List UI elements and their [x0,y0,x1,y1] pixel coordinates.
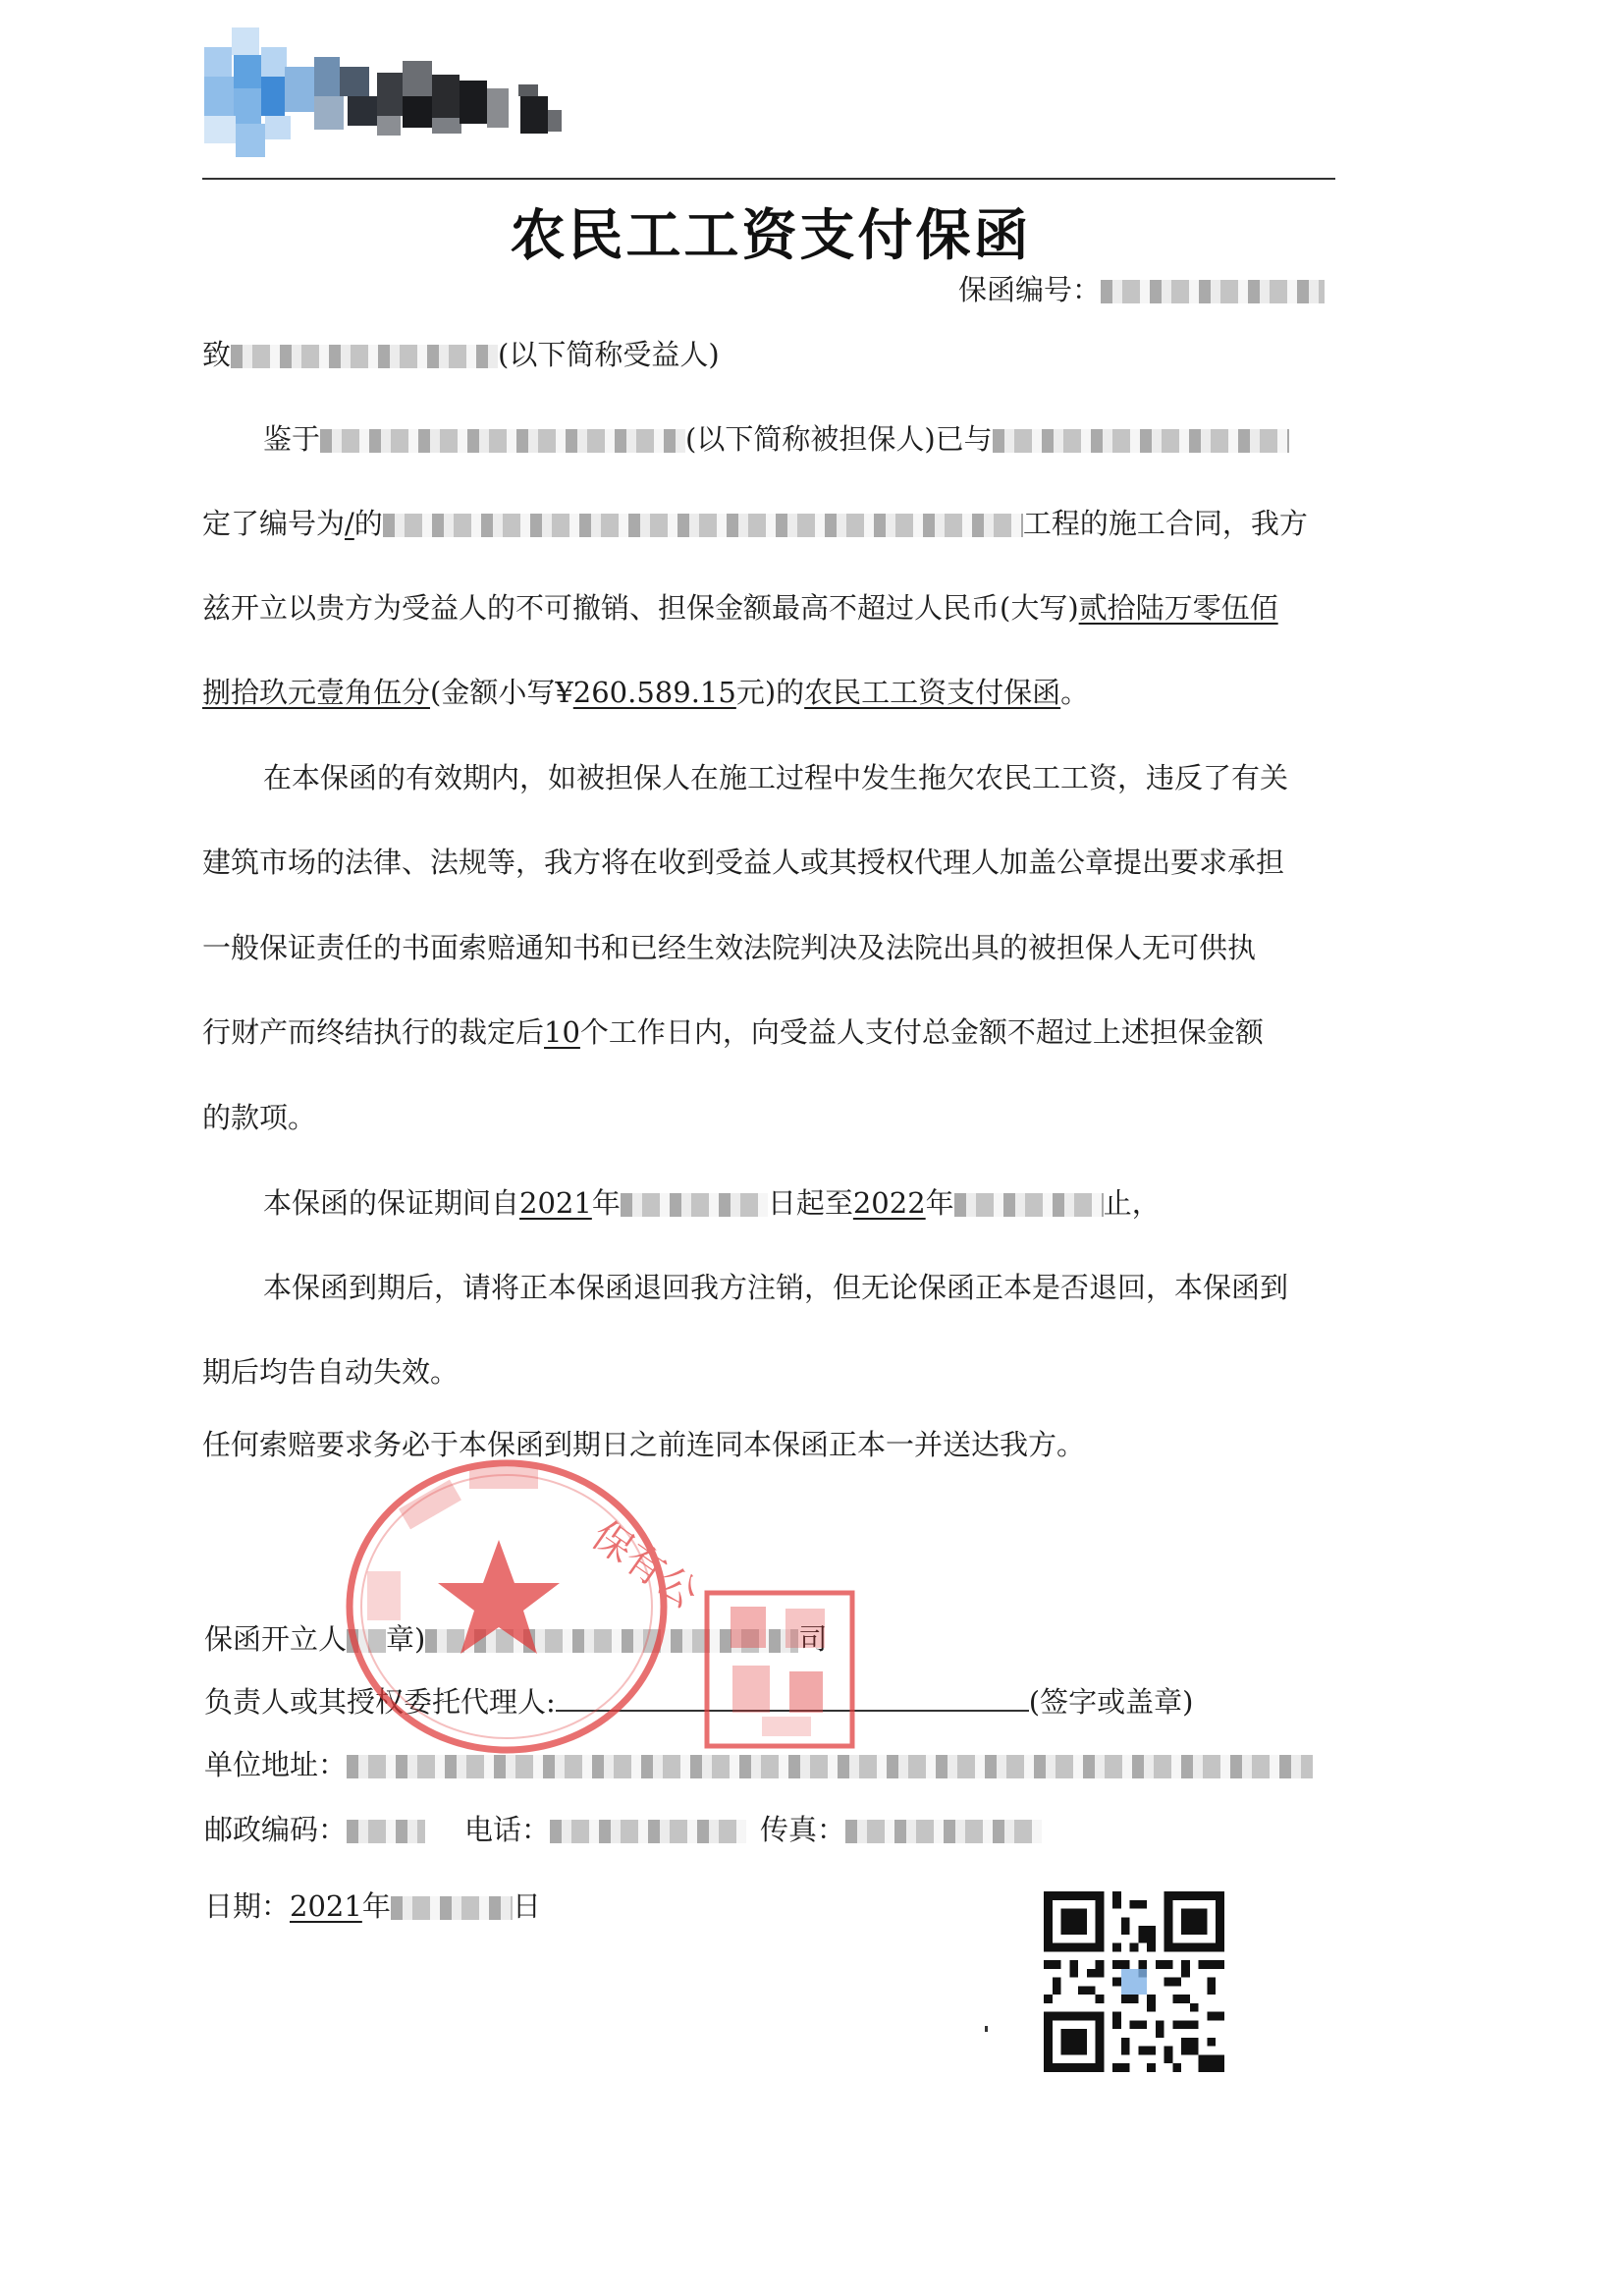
representative-line: 负责人或其授权委托代理人: (签字或盖章) [204,1685,1194,1719]
body-line-8: 行财产而终结执行的裁定后10个工作日内，向受益人支付总金额不超过上述担保金额 [202,1015,1264,1049]
date-redacted [391,1896,513,1920]
guarantee-number-redacted [1101,280,1325,303]
guaranteed-party-redacted [320,429,685,453]
end-date-redacted [954,1193,1104,1217]
beneficiary-redacted [231,345,498,368]
project-name-redacted [383,514,1023,537]
validity-period-line: 本保函的保证期间自2021年 日起至2022年 止， [263,1186,1161,1220]
body-line-1: 鉴于 (以下简称被担保人)已与 [263,418,1289,460]
date-year: 2021 [290,1889,362,1923]
body-line-2: 定了编号为/的 工程的施工合同，我方 [202,507,1308,540]
address-redacted [347,1755,1313,1778]
document-title: 农民工工资支付保函 [510,203,1032,268]
start-date-redacted [621,1193,768,1217]
seal-text: 保有公 [583,1512,706,1618]
official-seal-star-icon [342,1453,706,1758]
fax-redacted [845,1820,1042,1843]
contract-party-redacted [993,429,1289,453]
body-line-11: 本保函到期后，请将正本保函退回我方注销，但无论保函正本是否退回，本保函到 [263,1271,1289,1304]
contact-line: 邮政编码： 电话： 传真： [204,1809,1042,1850]
body-line-4: 捌拾玖元壹角伍分(金额小写¥260.589.15元)的农民工工资支付保函。 [202,676,1090,709]
address-line: 单位地址： [204,1744,1313,1785]
stray-mark [985,2026,988,2032]
end-year: 2022 [852,1186,926,1220]
guarantee-number [958,269,1325,310]
amount-in-words-part1: 贰拾陆万零伍佰 [1078,591,1278,625]
start-year: 2021 [519,1186,592,1220]
addressee-line: 致 (以下简称受益人) [202,338,720,371]
postal-code-redacted [347,1820,425,1843]
header-divider [202,178,1335,180]
company-logo-redacted [204,27,563,173]
body-line-3: 兹开立以贵方为受益人的不可撤销、担保金额最高不超过人民币(大写)贰拾陆万零伍佰 [202,591,1278,625]
body-line-12: 期后均告自动失效。 [202,1355,460,1389]
issuer-line: 保函开立人 章) 司 [204,1622,828,1656]
guarantee-number-label: 保函编号： [958,273,1102,306]
signature-stamp-redacted [703,1589,856,1750]
qr-code-icon [1044,1891,1224,2072]
body-line-9: 的款项。 [202,1101,317,1134]
date-line: 日期：2021年 日 [204,1889,541,1923]
guarantee-name: 农民工工资支付保函 [804,676,1061,709]
amount-in-figures: 260.589.15 [572,676,736,709]
body-line-6: 建筑市场的法律、法规等，我方将在收到受益人或其授权代理人加盖公章提出要求承担 [202,846,1285,879]
amount-in-words-part2: 捌拾玖元壹角伍分 [202,676,431,709]
body-line-5: 在本保函的有效期内，如被担保人在施工过程中发生拖欠农民工工资，违反了有关 [263,761,1289,794]
phone-redacted [550,1820,746,1843]
workdays-count: 10 [544,1015,580,1049]
body-line-7: 一般保证责任的书面索赔通知书和已经生效法院判决及法院出具的被担保人无可供执 [202,931,1257,964]
contract-number: / [345,507,354,540]
body-line-13: 任何索赔要求务必于本保函到期日之前连同本保函正本一并送达我方。 [202,1428,1086,1461]
